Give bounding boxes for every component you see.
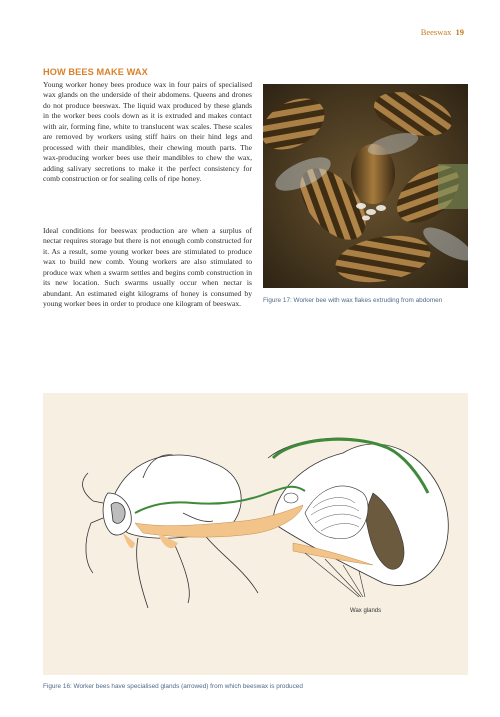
page-number: 19 xyxy=(455,27,464,37)
paragraph-1: Young worker honey bees produce wax in four pairs of specialised wax glands on the underside of their abdomens. Queens and drones do not produce beeswax. The liquid wax produced by these glands in the worker bees cools down as it is extruded and makes contact with air, forming fine, white to translucent wax scales. These scales are removed by workers using stiff hairs on their hind legs and processed with their mandibles, their chewing mouth parts. The wax-producing worker bees use their mandibles to chew the wax, adding salivary secretions to make it the perfect consistency for comb construction or for sealing cells of ripe honey. xyxy=(43,80,252,184)
bee-anatomy-diagram xyxy=(43,393,468,675)
bee-photo xyxy=(263,84,468,288)
figure-17-caption: Figure 17: Worker bee with wax flakes extruding from abdomen xyxy=(263,297,443,304)
section-heading: HOW BEES MAKE WAX xyxy=(43,67,148,77)
running-head-title: Beeswax xyxy=(420,27,452,37)
bee-anatomy-illustration xyxy=(43,393,468,675)
bee-photo-illustration xyxy=(263,84,468,288)
running-head xyxy=(421,27,464,37)
wax-glands-label: Wax glands xyxy=(350,608,382,614)
paragraph-2: Ideal conditions for beeswax production are when a surplus of nectar requires storage but there is not enough comb constructed for it. As a result, some young worker bees are stimulated to produce wax to build new comb. Young workers are also stimulated to produce wax when a swarm settles and begins comb construction in its new location. Such swarms usually occur when nectar is abundant. An estimated eight kilograms of honey is consumed by young worker bees in order to produce one kilogram of beeswax. xyxy=(43,226,252,309)
figure-16-caption: Figure 16: Worker bees have specialised glands (arrowed) from which beeswax is produced xyxy=(43,683,303,690)
